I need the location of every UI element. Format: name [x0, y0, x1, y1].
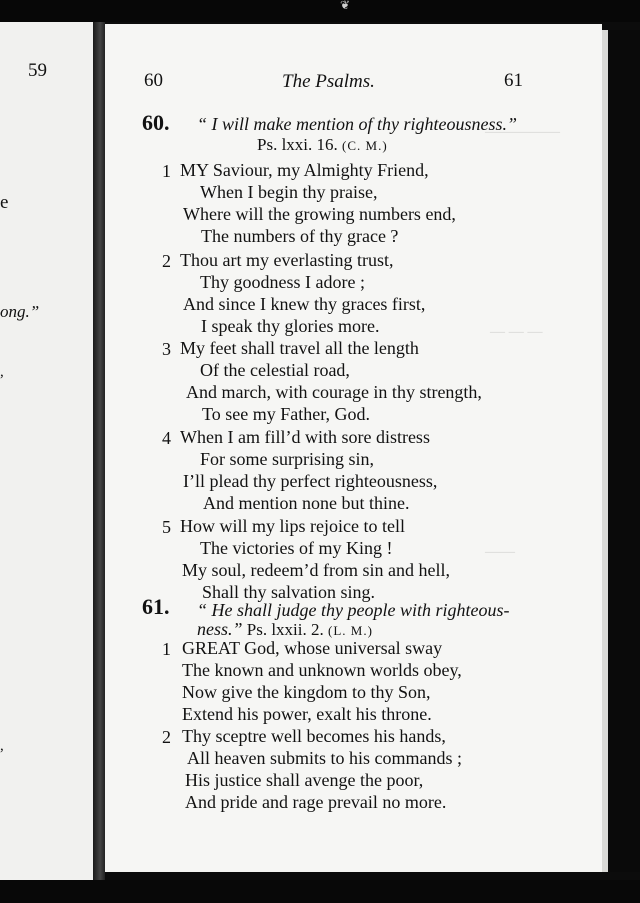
- verse-line: When I begin thy praise,: [200, 182, 378, 202]
- page-number-left: 60: [144, 70, 163, 91]
- previous-page-text-fragment: ,: [0, 738, 4, 754]
- psalm-number: 60.: [142, 110, 170, 135]
- scan-bottom-border: [0, 880, 640, 903]
- verse-line: Extend his power, exalt his throne.: [182, 704, 432, 724]
- scripture-reference: Ps. lxxii. 2.: [246, 620, 324, 639]
- verse-number: 4: [162, 428, 171, 448]
- verse-line: The victories of my King !: [200, 538, 393, 558]
- verse-line: And mention none but thine.: [203, 493, 410, 513]
- meter-label: (C. M.): [342, 138, 388, 153]
- verse-line: MY Saviour, my Almighty Friend,: [180, 160, 429, 180]
- previous-page-fragment: [0, 22, 93, 880]
- scan-right-border: [608, 30, 640, 872]
- verse-number: 1: [162, 639, 171, 659]
- running-title: The Psalms.: [282, 71, 375, 92]
- scan-top-border: [0, 0, 640, 22]
- verse-line: When I am fill’d with sore distress: [180, 427, 430, 447]
- previous-page-number: 59: [28, 60, 47, 81]
- verse-line: Now give the kingdom to thy Son,: [182, 682, 431, 702]
- book-page: ————— — — — —— 60 The Psalms. 61 60. “ I will make mention of thy righteousness.” Ps. lxxi. 16. (C. M.) 1 MY Saviour, my Almighty Friend, When I begin thy praise, Where will the growing numbers end, The numbers of thy grace ? 2 Thou art my everlasting trust, Thy goodness I adore ; And since I knew thy graces first, I speak thy glories more. 3 My feet shall travel all the length Of the celestial road, And march, with courage in thy strength, To see my Father, God. 4 When I am fill’d with sore distress For some surprising sin, I’ll plead thy perfect righteousness, And mention none but thine. 5 How will my lips rejoice to tell The victories of my King ! My soul, redeem’d from sin and hell, Shall thy salvation sing. 61. “ He shall judge thy people with righteous- ness.” Ps. lxxii. 2. (L. M.) 1 GREAT God, whose universal sway The known and unknown worlds obey, Now give the kingdom to thy Son, Extend his power, exalt his throne. 2 Thy sceptre well becomes his hands, All heaven submits to his commands ; His justice shall avenge the poor, And pride and rage prevail no more.: [105, 24, 602, 872]
- psalm-number: 61.: [142, 594, 170, 619]
- psalm-epigraph: “ He shall judge thy people with righteous-: [197, 600, 510, 620]
- previous-page-text-fragment: e: [0, 192, 9, 213]
- book-gutter: [93, 22, 105, 880]
- verse-line: I speak thy glories more.: [201, 316, 380, 336]
- verse-line: All heaven submits to his commands ;: [187, 748, 462, 768]
- verse-line: Shall thy salvation sing.: [202, 582, 375, 602]
- verse-line: Where will the growing numbers end,: [183, 204, 456, 224]
- page-number-right: 61: [504, 70, 523, 91]
- verse-line: His justice shall avenge the poor,: [185, 770, 424, 790]
- psalm-epigraph: “ I will make mention of thy righteousness.”: [197, 114, 517, 134]
- previous-page-text-fragment: ong.”: [0, 302, 40, 321]
- verse-line: And march, with courage in thy strength,: [186, 382, 482, 402]
- verse-line: The numbers of thy grace ?: [201, 226, 399, 246]
- verse-number: 3: [162, 339, 171, 359]
- verse-line: GREAT God, whose universal sway: [182, 638, 443, 658]
- verse-line: And since I knew thy graces first,: [183, 294, 426, 314]
- verse-line: To see my Father, God.: [202, 404, 370, 424]
- verse-line: The known and unknown worlds obey,: [182, 660, 462, 680]
- verse-number: 2: [162, 727, 171, 747]
- verse-line: My soul, redeem’d from sin and hell,: [182, 560, 450, 580]
- verse-line: For some surprising sin,: [200, 449, 375, 469]
- verse-number: 5: [162, 517, 171, 537]
- verse-line: And pride and rage prevail no more.: [185, 792, 447, 812]
- verse-line: My feet shall travel all the length: [180, 338, 419, 358]
- verse-number: 2: [162, 251, 171, 271]
- verse-line: Thy goodness I adore ;: [200, 272, 365, 292]
- verse-line: Thou art my everlasting trust,: [180, 250, 394, 270]
- psalm-epigraph-continued: ness.”: [197, 619, 243, 639]
- verse-number: 1: [162, 161, 171, 181]
- verse-line: I’ll plead thy perfect righteousness,: [183, 471, 438, 491]
- meter-label: (L. M.): [328, 623, 373, 638]
- psalm-reference: [257, 135, 388, 155]
- verse-line: Thy sceptre well becomes his hands,: [182, 726, 446, 746]
- scripture-reference: Ps. lxxi. 16.: [257, 135, 338, 154]
- ornament-mark: ❦: [340, 0, 351, 12]
- previous-page-text-fragment: ,: [0, 364, 4, 380]
- verse-line: How will my lips rejoice to tell: [180, 516, 405, 536]
- verse-line: Of the celestial road,: [200, 360, 350, 380]
- psalm-reference: [197, 619, 373, 640]
